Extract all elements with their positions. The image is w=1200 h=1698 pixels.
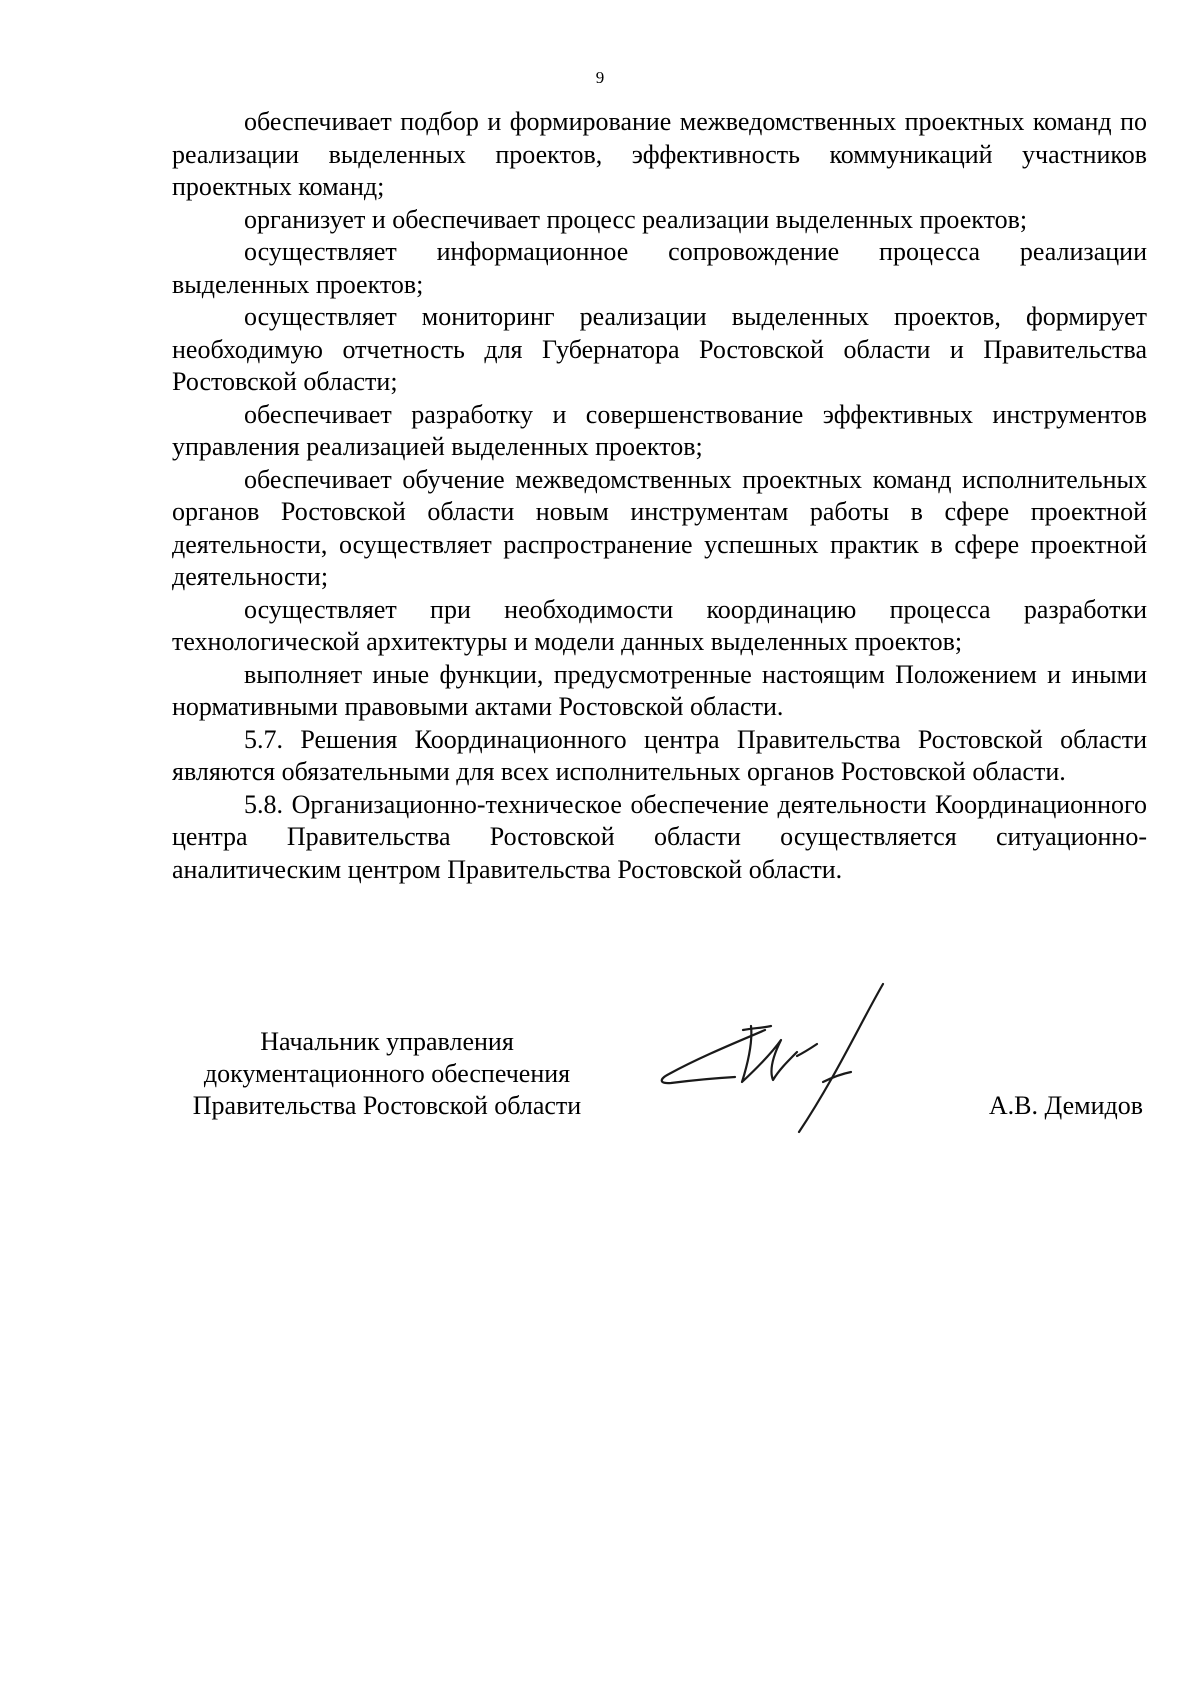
signer-name: А.В. Демидов (988, 1091, 1143, 1120)
paragraph: осуществляет мониторинг реализации выделенных проектов, формирует необходимую отчетность для Губернатора Ростовской области и Правительства Ростовской области; (172, 302, 1147, 396)
signer-title-line: документационного обеспечения (203, 1059, 571, 1088)
paragraph: осуществляет при необходимости координацию процесса разработки технологической архитектуры и модели данных выделенных проектов; (172, 594, 1147, 656)
signer-title-line: Начальник управления (260, 1027, 514, 1056)
paragraph: обеспечивает разработку и совершенствование эффективных инструментов управления реализацией выделенных проектов; (172, 399, 1147, 461)
handwritten-signature (647, 982, 907, 1142)
document-body (172, 106, 1147, 886)
paragraph: обеспечивает подбор и формирование межведомственных проектных команд по реализации выделенных проектов, эффективность коммуникаций участников проектных команд; (172, 107, 1147, 201)
paragraph-5-7: 5.7. Решения Координационного центра Правительства Ростовской области являются обязательными для всех исполнительных органов Ростовской области. (172, 724, 1147, 786)
signer-title-line: Правительства Ростовской области (192, 1091, 582, 1120)
paragraph: обеспечивает обучение межведомственных проектных команд исполнительных органов Ростовской области новым инструментам работы в сфере проектной деятельности, осуществляет распространение успешных практик в сфере проектной деятельности; (172, 464, 1147, 591)
paragraph: выполняет иные функции, предусмотренные настоящим Положением и иными нормативными правовыми актами Ростовской области. (172, 659, 1147, 721)
signature-block (172, 1026, 1147, 1156)
signer-title (172, 1026, 602, 1122)
paragraph-5-8: 5.8. Организационно-техническое обеспечение деятельности Координационного центра Правительства Ростовской области осуществляется ситуационно-аналитическим центром Правительства Ростовской области. (172, 789, 1147, 884)
paragraph: осуществляет информационное сопровождение процесса реализации выделенных проектов; (172, 237, 1147, 299)
paragraph: организует и обеспечивает процесс реализации выделенных проектов; (244, 204, 1028, 234)
signature-strokes (662, 984, 883, 1132)
page-number: 9 (595, 68, 605, 87)
